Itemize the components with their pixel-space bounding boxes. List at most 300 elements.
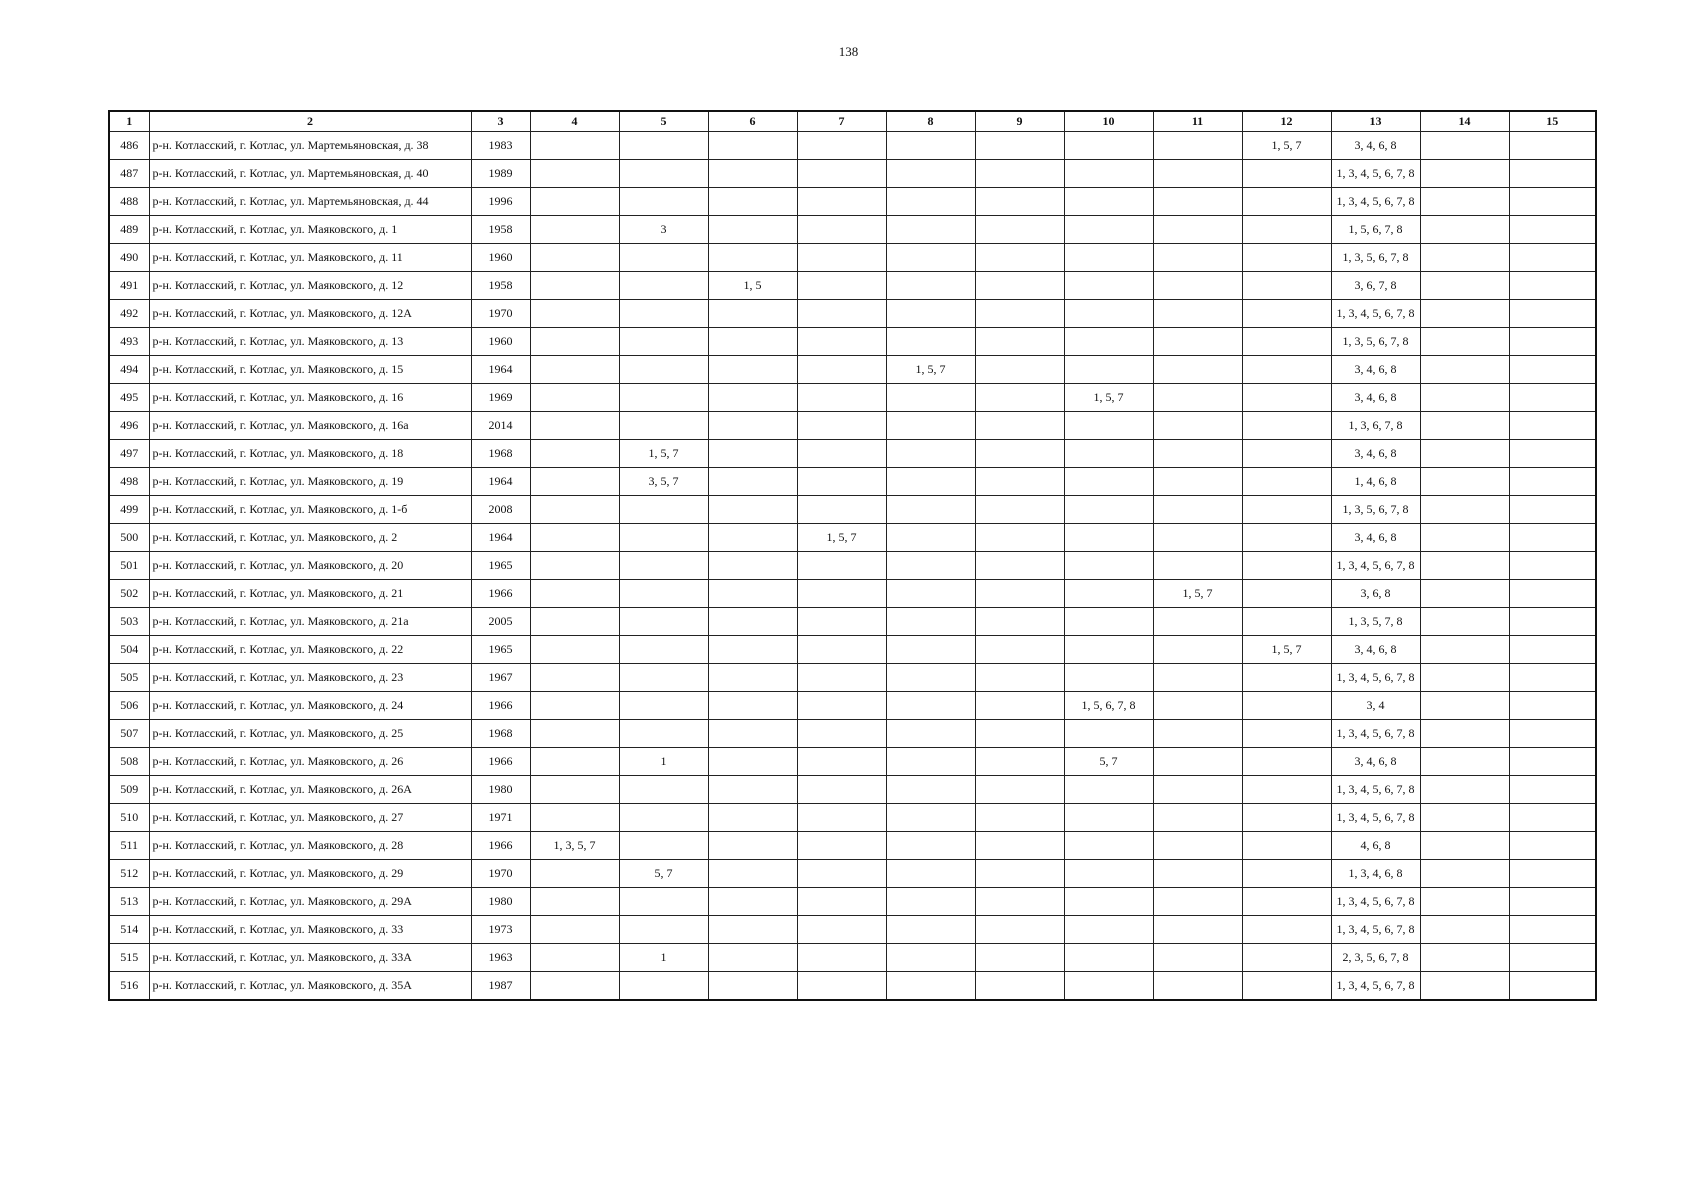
col-14-cell	[1420, 496, 1509, 524]
col-9-cell	[975, 888, 1064, 916]
col-12-cell	[1242, 300, 1331, 328]
col-9-cell	[975, 776, 1064, 804]
col-10-cell	[1064, 272, 1153, 300]
col-7-cell	[797, 244, 886, 272]
col-10-cell	[1064, 804, 1153, 832]
col-4-cell	[530, 496, 619, 524]
col-6-cell	[708, 160, 797, 188]
col-8-cell	[886, 580, 975, 608]
address-cell: р-н. Котласский, г. Котлас, ул. Маяковского, д. 12	[149, 272, 471, 300]
col-5-cell	[619, 328, 708, 356]
col-7-cell	[797, 944, 886, 972]
col-7-cell	[797, 580, 886, 608]
col-10-cell	[1064, 244, 1153, 272]
year-cell: 1968	[471, 720, 530, 748]
col-8-cell	[886, 748, 975, 776]
row-number: 501	[109, 552, 149, 580]
col-12-cell	[1242, 384, 1331, 412]
row-number: 506	[109, 692, 149, 720]
col-8-cell	[886, 216, 975, 244]
col-14-cell	[1420, 188, 1509, 216]
col-7-cell	[797, 860, 886, 888]
col-6-cell	[708, 356, 797, 384]
col-8-cell	[886, 328, 975, 356]
year-cell: 1983	[471, 132, 530, 160]
col-9-cell	[975, 300, 1064, 328]
year-cell: 1996	[471, 188, 530, 216]
col-15-cell	[1509, 776, 1596, 804]
col-11-cell	[1153, 328, 1242, 356]
col-11-cell	[1153, 860, 1242, 888]
col-13-cell: 1, 3, 5, 6, 7, 8	[1331, 496, 1420, 524]
year-cell: 1980	[471, 776, 530, 804]
col-8-cell	[886, 804, 975, 832]
col-8-cell	[886, 132, 975, 160]
year-cell: 1966	[471, 580, 530, 608]
col-14-cell	[1420, 524, 1509, 552]
row-number: 505	[109, 664, 149, 692]
col-13-cell: 1, 5, 6, 7, 8	[1331, 216, 1420, 244]
row-number: 511	[109, 832, 149, 860]
table-row	[109, 944, 1596, 972]
col-5-cell	[619, 636, 708, 664]
col-11-cell	[1153, 692, 1242, 720]
page-number: 138	[838, 44, 859, 59]
row-number: 507	[109, 720, 149, 748]
column-header-3: 3	[471, 111, 530, 132]
col-15-cell	[1509, 160, 1596, 188]
col-9-cell	[975, 440, 1064, 468]
col-11-cell	[1153, 468, 1242, 496]
col-9-cell	[975, 356, 1064, 384]
table-row	[109, 440, 1596, 468]
col-14-cell	[1420, 748, 1509, 776]
table-row	[109, 972, 1596, 1000]
col-7-cell	[797, 188, 886, 216]
col-6-cell	[708, 692, 797, 720]
col-8-cell: 1, 5, 7	[886, 356, 975, 384]
col-6-cell	[708, 860, 797, 888]
col-9-cell	[975, 580, 1064, 608]
col-4-cell	[530, 888, 619, 916]
row-number: 515	[109, 944, 149, 972]
col-15-cell	[1509, 272, 1596, 300]
address-cell: р-н. Котласский, г. Котлас, ул. Маяковского, д. 23	[149, 664, 471, 692]
col-14-cell	[1420, 916, 1509, 944]
col-11-cell	[1153, 188, 1242, 216]
col-7-cell	[797, 804, 886, 832]
col-11-cell	[1153, 552, 1242, 580]
col-7-cell: 1, 5, 7	[797, 524, 886, 552]
col-10-cell	[1064, 552, 1153, 580]
col-15-cell	[1509, 832, 1596, 860]
col-6-cell	[708, 972, 797, 1000]
col-12-cell	[1242, 944, 1331, 972]
table-row	[109, 356, 1596, 384]
col-4-cell	[530, 860, 619, 888]
col-5-cell	[619, 888, 708, 916]
col-5-cell	[619, 496, 708, 524]
col-14-cell	[1420, 468, 1509, 496]
col-5-cell	[619, 244, 708, 272]
address-cell: р-н. Котласский, г. Котлас, ул. Маяковского, д. 16	[149, 384, 471, 412]
address-cell: р-н. Котласский, г. Котлас, ул. Маяковского, д. 25	[149, 720, 471, 748]
row-number: 510	[109, 804, 149, 832]
col-5-cell	[619, 384, 708, 412]
col-8-cell	[886, 608, 975, 636]
row-number: 516	[109, 972, 149, 1000]
year-cell: 1966	[471, 748, 530, 776]
col-12-cell	[1242, 216, 1331, 244]
col-10-cell	[1064, 776, 1153, 804]
column-header-13: 13	[1331, 111, 1420, 132]
col-7-cell	[797, 216, 886, 244]
col-6-cell	[708, 412, 797, 440]
col-8-cell	[886, 384, 975, 412]
col-9-cell	[975, 636, 1064, 664]
col-10-cell	[1064, 524, 1153, 552]
col-14-cell	[1420, 860, 1509, 888]
table-row	[109, 916, 1596, 944]
col-11-cell	[1153, 804, 1242, 832]
column-header-1: 1	[109, 111, 149, 132]
col-15-cell	[1509, 468, 1596, 496]
table-row	[109, 216, 1596, 244]
col-6-cell	[708, 328, 797, 356]
col-12-cell	[1242, 664, 1331, 692]
col-15-cell	[1509, 580, 1596, 608]
col-4-cell	[530, 916, 619, 944]
col-10-cell	[1064, 636, 1153, 664]
col-5-cell	[619, 580, 708, 608]
column-header-9: 9	[975, 111, 1064, 132]
col-12-cell	[1242, 356, 1331, 384]
year-cell: 1970	[471, 300, 530, 328]
row-number: 487	[109, 160, 149, 188]
col-14-cell	[1420, 216, 1509, 244]
col-4-cell	[530, 608, 619, 636]
col-8-cell	[886, 776, 975, 804]
col-10-cell	[1064, 832, 1153, 860]
row-number: 508	[109, 748, 149, 776]
col-14-cell	[1420, 244, 1509, 272]
col-4-cell	[530, 636, 619, 664]
col-14-cell	[1420, 804, 1509, 832]
col-9-cell	[975, 384, 1064, 412]
year-cell: 1966	[471, 832, 530, 860]
col-6-cell	[708, 636, 797, 664]
col-10-cell	[1064, 132, 1153, 160]
col-7-cell	[797, 692, 886, 720]
col-10-cell	[1064, 412, 1153, 440]
year-cell: 1966	[471, 692, 530, 720]
col-9-cell	[975, 664, 1064, 692]
column-header-2: 2	[149, 111, 471, 132]
year-cell: 2005	[471, 608, 530, 636]
col-12-cell	[1242, 412, 1331, 440]
col-8-cell	[886, 944, 975, 972]
col-13-cell: 1, 3, 4, 5, 6, 7, 8	[1331, 300, 1420, 328]
address-cell: р-н. Котласский, г. Котлас, ул. Маяковского, д. 18	[149, 440, 471, 468]
col-10-cell	[1064, 496, 1153, 524]
col-8-cell	[886, 188, 975, 216]
col-13-cell: 1, 3, 4, 5, 6, 7, 8	[1331, 720, 1420, 748]
col-10-cell	[1064, 160, 1153, 188]
col-13-cell: 1, 3, 4, 5, 6, 7, 8	[1331, 552, 1420, 580]
col-5-cell	[619, 608, 708, 636]
year-cell: 1964	[471, 356, 530, 384]
row-number: 514	[109, 916, 149, 944]
col-10-cell	[1064, 888, 1153, 916]
row-number: 509	[109, 776, 149, 804]
col-7-cell	[797, 776, 886, 804]
col-6-cell	[708, 440, 797, 468]
col-13-cell: 2, 3, 5, 6, 7, 8	[1331, 944, 1420, 972]
col-10-cell: 1, 5, 7	[1064, 384, 1153, 412]
col-15-cell	[1509, 664, 1596, 692]
col-13-cell: 1, 3, 4, 5, 6, 7, 8	[1331, 160, 1420, 188]
col-13-cell: 1, 3, 4, 5, 6, 7, 8	[1331, 776, 1420, 804]
col-13-cell: 1, 3, 5, 6, 7, 8	[1331, 328, 1420, 356]
address-cell: р-н. Котласский, г. Котлас, ул. Маяковского, д. 20	[149, 552, 471, 580]
col-11-cell	[1153, 944, 1242, 972]
col-5-cell	[619, 972, 708, 1000]
col-8-cell	[886, 860, 975, 888]
col-15-cell	[1509, 608, 1596, 636]
row-number: 490	[109, 244, 149, 272]
col-13-cell: 3, 4, 6, 8	[1331, 636, 1420, 664]
year-cell: 1964	[471, 468, 530, 496]
table-row	[109, 720, 1596, 748]
address-cell: р-н. Котласский, г. Котлас, ул. Маяковского, д. 2	[149, 524, 471, 552]
col-9-cell	[975, 216, 1064, 244]
col-4-cell	[530, 720, 619, 748]
table-row	[109, 580, 1596, 608]
col-14-cell	[1420, 160, 1509, 188]
col-12-cell	[1242, 328, 1331, 356]
col-8-cell	[886, 636, 975, 664]
col-12-cell	[1242, 244, 1331, 272]
col-6-cell	[708, 580, 797, 608]
col-4-cell	[530, 356, 619, 384]
col-11-cell	[1153, 496, 1242, 524]
col-10-cell	[1064, 972, 1153, 1000]
col-5-cell	[619, 272, 708, 300]
col-8-cell	[886, 972, 975, 1000]
col-13-cell: 3, 6, 7, 8	[1331, 272, 1420, 300]
col-10-cell	[1064, 580, 1153, 608]
year-cell: 1987	[471, 972, 530, 1000]
col-7-cell	[797, 832, 886, 860]
col-7-cell	[797, 328, 886, 356]
row-number: 504	[109, 636, 149, 664]
table-row	[109, 776, 1596, 804]
col-4-cell	[530, 524, 619, 552]
year-cell: 1967	[471, 664, 530, 692]
col-14-cell	[1420, 692, 1509, 720]
col-14-cell	[1420, 272, 1509, 300]
col-12-cell: 1, 5, 7	[1242, 132, 1331, 160]
col-9-cell	[975, 552, 1064, 580]
year-cell: 1958	[471, 216, 530, 244]
col-12-cell	[1242, 440, 1331, 468]
col-14-cell	[1420, 888, 1509, 916]
col-11-cell	[1153, 132, 1242, 160]
col-6-cell	[708, 384, 797, 412]
year-cell: 1963	[471, 944, 530, 972]
address-cell: р-н. Котласский, г. Котлас, ул. Маяковского, д. 29	[149, 860, 471, 888]
col-6-cell: 1, 5	[708, 272, 797, 300]
row-number: 512	[109, 860, 149, 888]
col-6-cell	[708, 468, 797, 496]
col-7-cell	[797, 748, 886, 776]
col-12-cell	[1242, 272, 1331, 300]
col-10-cell	[1064, 188, 1153, 216]
col-4-cell	[530, 160, 619, 188]
col-12-cell	[1242, 580, 1331, 608]
col-7-cell	[797, 888, 886, 916]
col-10-cell	[1064, 216, 1153, 244]
col-5-cell	[619, 132, 708, 160]
row-number: 488	[109, 188, 149, 216]
col-13-cell: 1, 3, 6, 7, 8	[1331, 412, 1420, 440]
column-header-6: 6	[708, 111, 797, 132]
col-13-cell: 3, 4, 6, 8	[1331, 132, 1420, 160]
col-15-cell	[1509, 300, 1596, 328]
address-cell: р-н. Котласский, г. Котлас, ул. Маяковского, д. 26	[149, 748, 471, 776]
col-7-cell	[797, 356, 886, 384]
col-5-cell: 5, 7	[619, 860, 708, 888]
col-5-cell	[619, 692, 708, 720]
col-11-cell	[1153, 160, 1242, 188]
year-cell: 1980	[471, 888, 530, 916]
col-15-cell	[1509, 328, 1596, 356]
col-12-cell	[1242, 188, 1331, 216]
col-12-cell	[1242, 468, 1331, 496]
col-11-cell	[1153, 888, 1242, 916]
year-cell: 1968	[471, 440, 530, 468]
col-12-cell	[1242, 804, 1331, 832]
col-6-cell	[708, 244, 797, 272]
table-row	[109, 608, 1596, 636]
col-6-cell	[708, 720, 797, 748]
row-number: 494	[109, 356, 149, 384]
address-cell: р-н. Котласский, г. Котлас, ул. Маяковского, д. 35А	[149, 972, 471, 1000]
address-cell: р-н. Котласский, г. Котлас, ул. Маяковского, д. 33А	[149, 944, 471, 972]
row-number: 495	[109, 384, 149, 412]
col-15-cell	[1509, 748, 1596, 776]
address-cell: р-н. Котласский, г. Котлас, ул. Маяковского, д. 1	[149, 216, 471, 244]
table-row	[109, 496, 1596, 524]
row-number: 489	[109, 216, 149, 244]
table-row	[109, 552, 1596, 580]
address-cell: р-н. Котласский, г. Котлас, ул. Маяковского, д. 28	[149, 832, 471, 860]
col-8-cell	[886, 160, 975, 188]
col-13-cell: 3, 4, 6, 8	[1331, 440, 1420, 468]
col-15-cell	[1509, 972, 1596, 1000]
address-cell: р-н. Котласский, г. Котлас, ул. Маяковского, д. 12А	[149, 300, 471, 328]
col-14-cell	[1420, 384, 1509, 412]
address-cell: р-н. Котласский, г. Котлас, ул. Маяковского, д. 24	[149, 692, 471, 720]
col-8-cell	[886, 272, 975, 300]
col-4-cell	[530, 272, 619, 300]
row-number: 502	[109, 580, 149, 608]
col-15-cell	[1509, 944, 1596, 972]
column-header-4: 4	[530, 111, 619, 132]
col-7-cell	[797, 468, 886, 496]
col-15-cell	[1509, 860, 1596, 888]
col-15-cell	[1509, 356, 1596, 384]
col-5-cell: 1	[619, 944, 708, 972]
col-9-cell	[975, 608, 1064, 636]
year-cell: 2008	[471, 496, 530, 524]
col-11-cell	[1153, 412, 1242, 440]
col-11-cell	[1153, 664, 1242, 692]
col-12-cell	[1242, 524, 1331, 552]
col-9-cell	[975, 832, 1064, 860]
row-number: 492	[109, 300, 149, 328]
col-4-cell	[530, 412, 619, 440]
col-15-cell	[1509, 552, 1596, 580]
data-table	[108, 110, 1597, 1001]
col-15-cell	[1509, 216, 1596, 244]
col-7-cell	[797, 972, 886, 1000]
table-header	[109, 111, 1596, 132]
col-4-cell	[530, 664, 619, 692]
col-8-cell	[886, 888, 975, 916]
col-15-cell	[1509, 804, 1596, 832]
col-8-cell	[886, 692, 975, 720]
col-7-cell	[797, 552, 886, 580]
col-15-cell	[1509, 916, 1596, 944]
col-10-cell	[1064, 440, 1153, 468]
col-4-cell	[530, 748, 619, 776]
year-cell: 1960	[471, 244, 530, 272]
col-4-cell	[530, 776, 619, 804]
col-5-cell	[619, 916, 708, 944]
year-cell: 1965	[471, 552, 530, 580]
col-5-cell	[619, 776, 708, 804]
col-10-cell	[1064, 608, 1153, 636]
col-8-cell	[886, 496, 975, 524]
address-cell: р-н. Котласский, г. Котлас, ул. Маяковского, д. 1-б	[149, 496, 471, 524]
col-10-cell	[1064, 468, 1153, 496]
col-12-cell: 1, 5, 7	[1242, 636, 1331, 664]
address-cell: р-н. Котласский, г. Котлас, ул. Маяковского, д. 16а	[149, 412, 471, 440]
col-15-cell	[1509, 496, 1596, 524]
col-13-cell: 3, 4, 6, 8	[1331, 524, 1420, 552]
col-5-cell	[619, 524, 708, 552]
table-row	[109, 888, 1596, 916]
col-13-cell: 3, 6, 8	[1331, 580, 1420, 608]
col-12-cell	[1242, 888, 1331, 916]
col-13-cell: 1, 3, 4, 5, 6, 7, 8	[1331, 888, 1420, 916]
col-4-cell	[530, 944, 619, 972]
address-cell: р-н. Котласский, г. Котлас, ул. Маяковского, д. 21а	[149, 608, 471, 636]
col-7-cell	[797, 440, 886, 468]
address-cell: р-н. Котласский, г. Котлас, ул. Маяковского, д. 26А	[149, 776, 471, 804]
column-header-14: 14	[1420, 111, 1509, 132]
col-6-cell	[708, 832, 797, 860]
col-10-cell	[1064, 328, 1153, 356]
col-4-cell	[530, 244, 619, 272]
col-11-cell	[1153, 636, 1242, 664]
row-number: 503	[109, 608, 149, 636]
col-7-cell	[797, 160, 886, 188]
col-9-cell	[975, 720, 1064, 748]
col-5-cell	[619, 804, 708, 832]
col-10-cell	[1064, 860, 1153, 888]
